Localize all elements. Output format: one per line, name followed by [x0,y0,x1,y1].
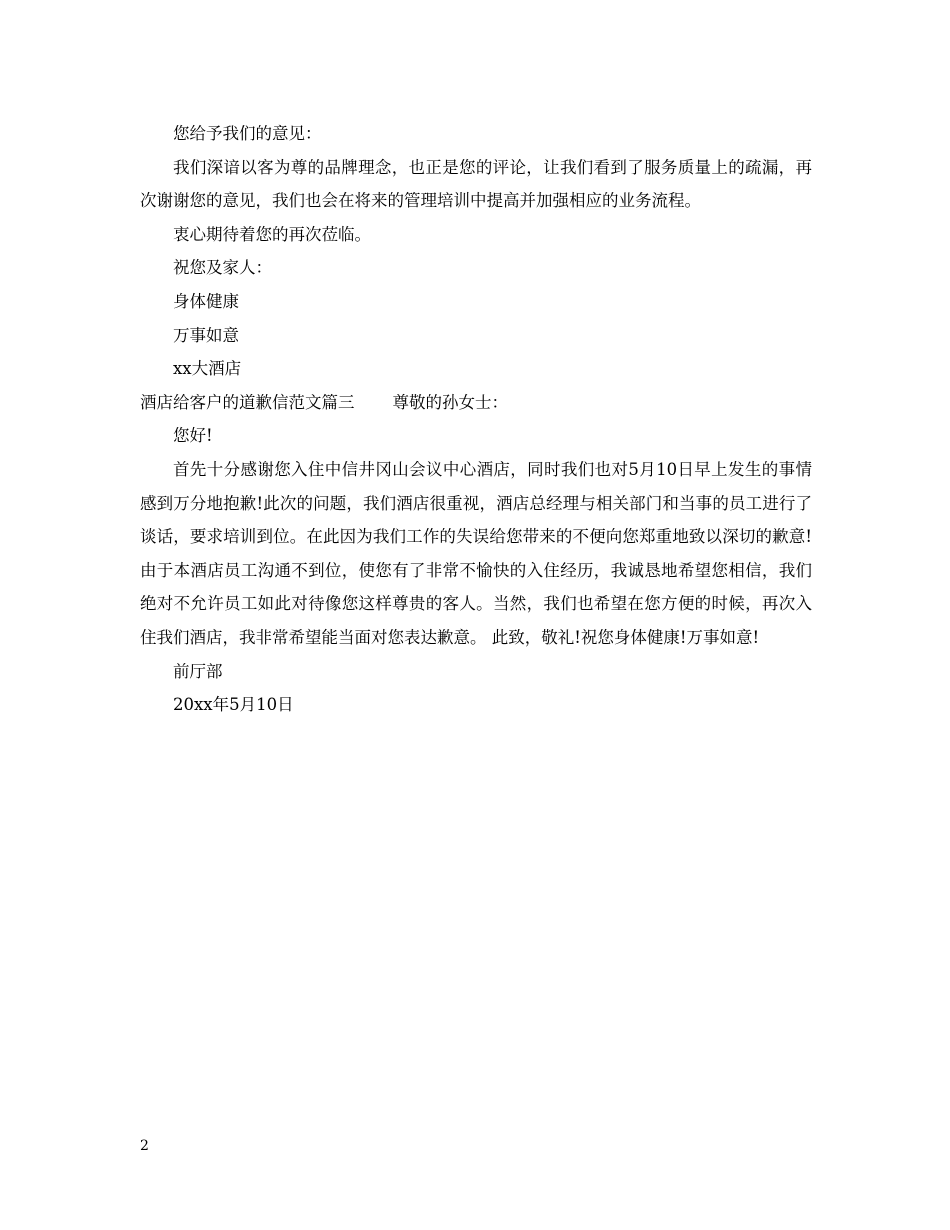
paragraph-wish-family: 祝您及家人： [173,258,272,278]
signature-date: 20xx年5月10日 [173,695,294,715]
paragraph-apology-body: 首先十分感谢您入住中信井冈山会议中心酒店，同时我们也对5月10日早上发生的事情感到万分地抱歉!此次的问题，我们酒店很重视，酒店总经理与相关部门和当事的员工进行了谈话，要求培训到位。在此因为我们工作的失误给您带来的不便向您郑重地致以深切的歉意!由于本酒店员工沟通不到位，使您有了非常不愉快的入住经历，我诚恳地希望您相信，我们绝对不允许员工如此对待像您这样尊贵的客人。当然，我们也希望在您方便的时候，再次入住我们酒店，我非常希望能当面对您表达歉意。 此致，敬礼!祝您身体健康!万事如意! [140,459,812,647]
signature-hotel: xx大酒店 [173,359,242,379]
page-number: 2 [140,1138,149,1154]
paragraph-opinion-intro: 您给予我们的意见： [173,124,322,143]
paragraph-wish-luck: 万事如意 [173,325,239,345]
signature-department: 前厅部 [173,661,223,681]
document-body [140,117,812,722]
paragraph-wish-health: 身体健康 [173,291,239,311]
paragraph-look-forward: 衷心期待着您的再次莅临。 [173,224,371,244]
paragraph-greeting: 您好! [173,426,213,446]
section-heading-salutation: 尊敬的孙女士： [392,392,508,412]
section-heading [140,386,812,420]
section-heading-title: 酒店给客户的道歉信范文篇三 [140,392,355,412]
paragraph-brand-philosophy: 我们深谙以客为尊的品牌理念，也正是您的评论，让我们看到了服务质量上的疏漏，再次谢谢您的意见，我们也会在将来的管理培训中提高并加强相应的业务流程。 [140,157,812,211]
